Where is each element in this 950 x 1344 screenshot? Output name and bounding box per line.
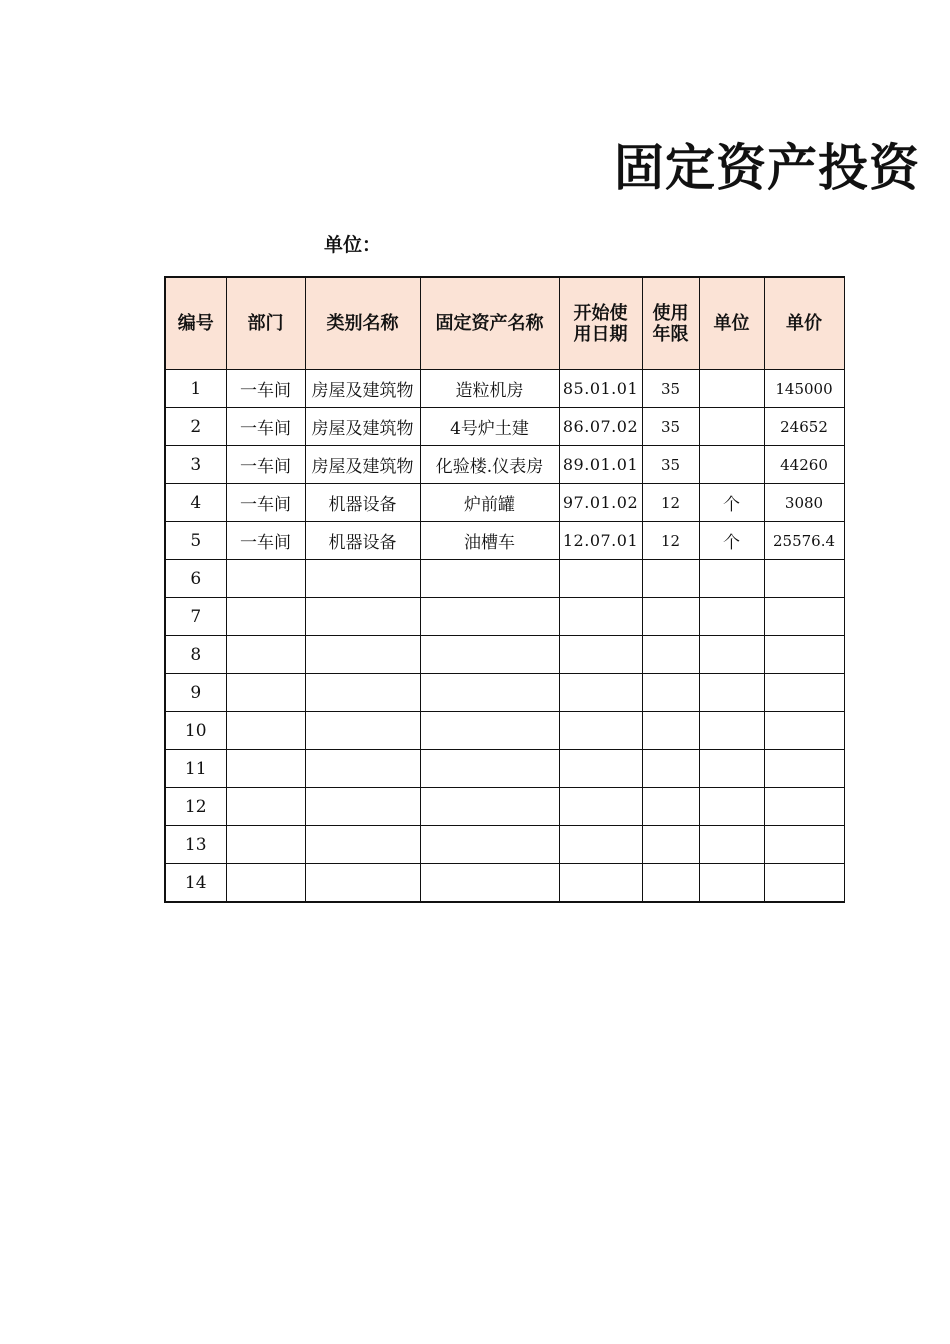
cell-years[interactable]: 35 bbox=[642, 446, 699, 484]
cell-unit[interactable] bbox=[699, 674, 764, 712]
cell-years[interactable]: 12 bbox=[642, 484, 699, 522]
cell-dept[interactable] bbox=[226, 826, 305, 864]
table-row bbox=[165, 674, 844, 712]
cell-start-date[interactable] bbox=[559, 788, 642, 826]
cell-dept[interactable] bbox=[226, 598, 305, 636]
cell-category[interactable] bbox=[305, 750, 420, 788]
cell-asset[interactable] bbox=[420, 788, 559, 826]
table-row bbox=[165, 408, 844, 446]
cell-price[interactable]: 24652 bbox=[764, 408, 844, 446]
cell-price[interactable] bbox=[764, 712, 844, 750]
cell-price[interactable]: 145000 bbox=[764, 370, 844, 408]
cell-no[interactable]: 6 bbox=[165, 560, 226, 598]
cell-unit[interactable] bbox=[699, 864, 764, 903]
cell-no[interactable]: 14 bbox=[165, 864, 226, 903]
cell-years[interactable] bbox=[642, 750, 699, 788]
cell-category[interactable]: 房屋及建筑物 bbox=[305, 446, 420, 484]
cell-unit[interactable]: 个 bbox=[699, 484, 764, 522]
cell-price[interactable]: 44260 bbox=[764, 446, 844, 484]
table-row bbox=[165, 560, 844, 598]
col-header-price: 单价 bbox=[764, 277, 844, 370]
cell-unit[interactable] bbox=[699, 370, 764, 408]
asset-table bbox=[164, 276, 845, 903]
cell-category[interactable] bbox=[305, 712, 420, 750]
cell-dept[interactable] bbox=[226, 674, 305, 712]
cell-years[interactable] bbox=[642, 598, 699, 636]
col-header-asset: 固定资产名称 bbox=[420, 277, 559, 370]
cell-unit[interactable]: 个 bbox=[699, 522, 764, 560]
cell-price[interactable] bbox=[764, 788, 844, 826]
cell-dept[interactable]: 一车间 bbox=[226, 446, 305, 484]
cell-asset[interactable] bbox=[420, 560, 559, 598]
cell-category[interactable] bbox=[305, 788, 420, 826]
cell-price[interactable] bbox=[764, 598, 844, 636]
table-row bbox=[165, 636, 844, 674]
cell-price[interactable] bbox=[764, 864, 844, 903]
cell-unit[interactable] bbox=[699, 560, 764, 598]
cell-unit[interactable] bbox=[699, 826, 764, 864]
cell-no[interactable]: 9 bbox=[165, 674, 226, 712]
cell-dept[interactable] bbox=[226, 750, 305, 788]
cell-dept[interactable] bbox=[226, 864, 305, 903]
cell-start-date[interactable]: 12.07.01 bbox=[559, 522, 642, 560]
cell-category[interactable]: 房屋及建筑物 bbox=[305, 408, 420, 446]
cell-start-date[interactable] bbox=[559, 750, 642, 788]
cell-asset[interactable] bbox=[420, 636, 559, 674]
unit-label: 单位： bbox=[324, 234, 382, 256]
cell-start-date[interactable] bbox=[559, 712, 642, 750]
table-row bbox=[165, 522, 844, 560]
cell-unit[interactable] bbox=[699, 446, 764, 484]
cell-unit[interactable] bbox=[699, 750, 764, 788]
cell-category[interactable] bbox=[305, 826, 420, 864]
cell-price[interactable] bbox=[764, 636, 844, 674]
cell-years[interactable]: 35 bbox=[642, 370, 699, 408]
cell-price[interactable] bbox=[764, 674, 844, 712]
cell-no[interactable]: 10 bbox=[165, 712, 226, 750]
cell-category[interactable] bbox=[305, 636, 420, 674]
cell-category[interactable]: 机器设备 bbox=[305, 484, 420, 522]
table-row bbox=[165, 484, 844, 522]
cell-dept[interactable] bbox=[226, 788, 305, 826]
cell-start-date[interactable] bbox=[559, 674, 642, 712]
cell-asset[interactable] bbox=[420, 674, 559, 712]
cell-asset[interactable] bbox=[420, 598, 559, 636]
cell-years[interactable]: 12 bbox=[642, 522, 699, 560]
cell-no[interactable]: 12 bbox=[165, 788, 226, 826]
cell-start-date[interactable]: 89.01.01 bbox=[559, 446, 642, 484]
cell-years[interactable]: 35 bbox=[642, 408, 699, 446]
cell-category[interactable]: 房屋及建筑物 bbox=[305, 370, 420, 408]
cell-asset[interactable] bbox=[420, 826, 559, 864]
page-title: 固定资产投资 bbox=[614, 138, 920, 197]
cell-years[interactable] bbox=[642, 788, 699, 826]
cell-unit[interactable] bbox=[699, 636, 764, 674]
cell-asset[interactable]: 油槽车 bbox=[420, 522, 559, 560]
cell-dept[interactable] bbox=[226, 712, 305, 750]
cell-price[interactable]: 3080 bbox=[764, 484, 844, 522]
cell-category[interactable] bbox=[305, 598, 420, 636]
cell-asset[interactable] bbox=[420, 750, 559, 788]
cell-category[interactable]: 机器设备 bbox=[305, 522, 420, 560]
cell-start-date[interactable] bbox=[559, 560, 642, 598]
table-row bbox=[165, 370, 844, 408]
cell-years[interactable] bbox=[642, 864, 699, 903]
cell-years[interactable] bbox=[642, 560, 699, 598]
cell-unit[interactable] bbox=[699, 712, 764, 750]
cell-no[interactable]: 11 bbox=[165, 750, 226, 788]
cell-no[interactable]: 8 bbox=[165, 636, 226, 674]
cell-start-date[interactable]: 86.07.02 bbox=[559, 408, 642, 446]
cell-no[interactable]: 7 bbox=[165, 598, 226, 636]
cell-category[interactable] bbox=[305, 560, 420, 598]
table-row bbox=[165, 750, 844, 788]
table-header-row bbox=[165, 277, 844, 370]
cell-category[interactable] bbox=[305, 674, 420, 712]
cell-price[interactable] bbox=[764, 560, 844, 598]
cell-no[interactable]: 4 bbox=[165, 484, 226, 522]
cell-start-date[interactable]: 85.01.01 bbox=[559, 370, 642, 408]
cell-start-date[interactable] bbox=[559, 636, 642, 674]
cell-price[interactable]: 25576.4 bbox=[764, 522, 844, 560]
col-header-years: 使用年限 bbox=[642, 277, 699, 370]
cell-price[interactable] bbox=[764, 750, 844, 788]
cell-no[interactable]: 5 bbox=[165, 522, 226, 560]
cell-start-date[interactable] bbox=[559, 864, 642, 903]
cell-asset[interactable] bbox=[420, 712, 559, 750]
cell-no[interactable]: 3 bbox=[165, 446, 226, 484]
table-row bbox=[165, 788, 844, 826]
col-header-dept: 部门 bbox=[226, 277, 305, 370]
cell-no[interactable]: 1 bbox=[165, 370, 226, 408]
cell-dept[interactable]: 一车间 bbox=[226, 408, 305, 446]
cell-dept[interactable] bbox=[226, 636, 305, 674]
cell-no[interactable]: 2 bbox=[165, 408, 226, 446]
cell-category[interactable] bbox=[305, 864, 420, 903]
table-row bbox=[165, 826, 844, 864]
cell-years[interactable] bbox=[642, 636, 699, 674]
cell-unit[interactable] bbox=[699, 788, 764, 826]
cell-start-date[interactable]: 97.01.02 bbox=[559, 484, 642, 522]
cell-no[interactable]: 13 bbox=[165, 826, 226, 864]
cell-dept[interactable]: 一车间 bbox=[226, 370, 305, 408]
cell-unit[interactable] bbox=[699, 598, 764, 636]
cell-years[interactable] bbox=[642, 826, 699, 864]
cell-price[interactable] bbox=[764, 826, 844, 864]
table-row bbox=[165, 446, 844, 484]
table-row bbox=[165, 712, 844, 750]
cell-asset[interactable]: 炉前罐 bbox=[420, 484, 559, 522]
cell-dept[interactable]: 一车间 bbox=[226, 484, 305, 522]
col-header-category: 类别名称 bbox=[305, 277, 420, 370]
cell-dept[interactable]: 一车间 bbox=[226, 522, 305, 560]
cell-start-date[interactable] bbox=[559, 826, 642, 864]
table-row bbox=[165, 864, 844, 903]
cell-asset[interactable]: 4号炉土建 bbox=[420, 408, 559, 446]
cell-start-date[interactable] bbox=[559, 598, 642, 636]
cell-years[interactable] bbox=[642, 674, 699, 712]
col-header-start-date: 开始使用日期 bbox=[559, 277, 642, 370]
table-body bbox=[165, 370, 844, 903]
cell-asset[interactable]: 造粒机房 bbox=[420, 370, 559, 408]
cell-asset[interactable]: 化验楼.仪表房 bbox=[420, 446, 559, 484]
cell-dept[interactable] bbox=[226, 560, 305, 598]
col-header-no: 编号 bbox=[165, 277, 226, 370]
cell-asset[interactable] bbox=[420, 864, 559, 903]
col-header-unit: 单位 bbox=[699, 277, 764, 370]
table-row bbox=[165, 598, 844, 636]
cell-unit[interactable] bbox=[699, 408, 764, 446]
cell-years[interactable] bbox=[642, 712, 699, 750]
